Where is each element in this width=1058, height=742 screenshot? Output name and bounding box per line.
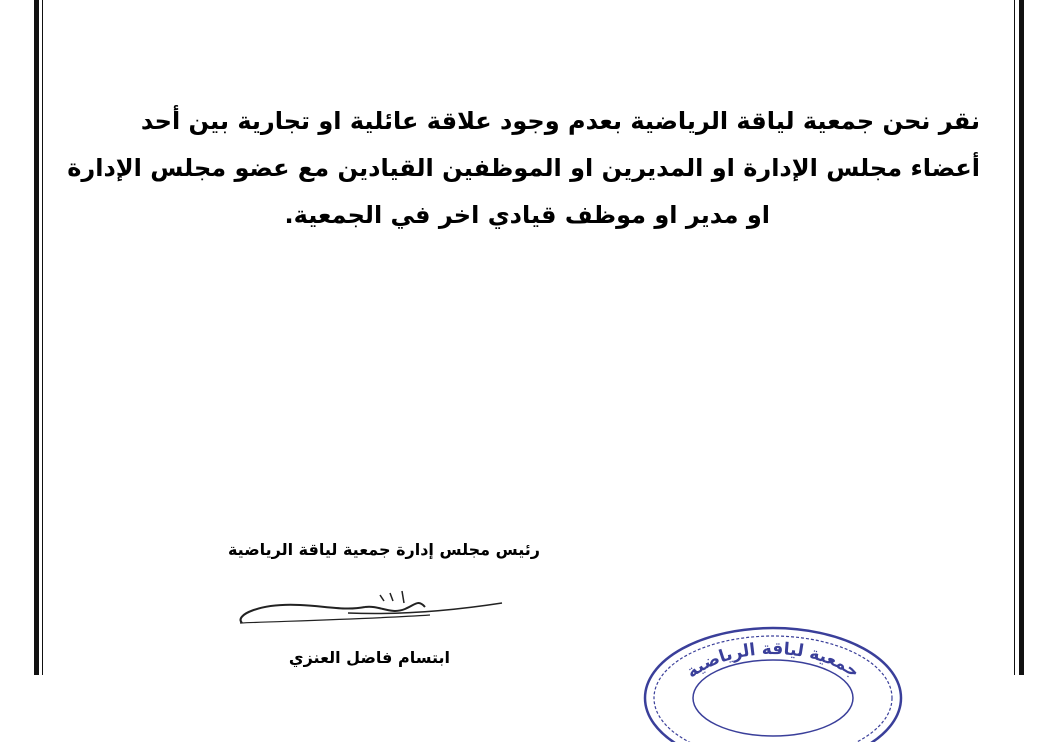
association-stamp [638,612,908,742]
page-border-left-thick [34,0,39,675]
declaration-line-3: او مدير او موظف قيادي اخر في الجمعية. [284,201,770,229]
page-border-left-thin [42,0,43,675]
signatory-name: ابتسام فاضل العنزي [288,648,450,667]
declaration-line-2: أعضاء مجلس الإدارة او المديرين او الموظفين القيادين مع عضو مجلس الإدارة [67,154,980,182]
signatory-title: رئيس مجلس إدارة جمعية لياقة الرياضية [227,540,540,559]
stamp-text: جمعية لياقة الرياضية [682,639,864,683]
declaration-paragraph [60,98,980,239]
handwritten-signature [230,585,520,630]
page-border-right-thin [1014,0,1015,675]
declaration-line-1: نقر نحن جمعية لياقة الرياضية بعدم وجود علاقة عائلية او تجارية بين أحد [140,107,980,135]
page-border-right-thick [1019,0,1024,675]
